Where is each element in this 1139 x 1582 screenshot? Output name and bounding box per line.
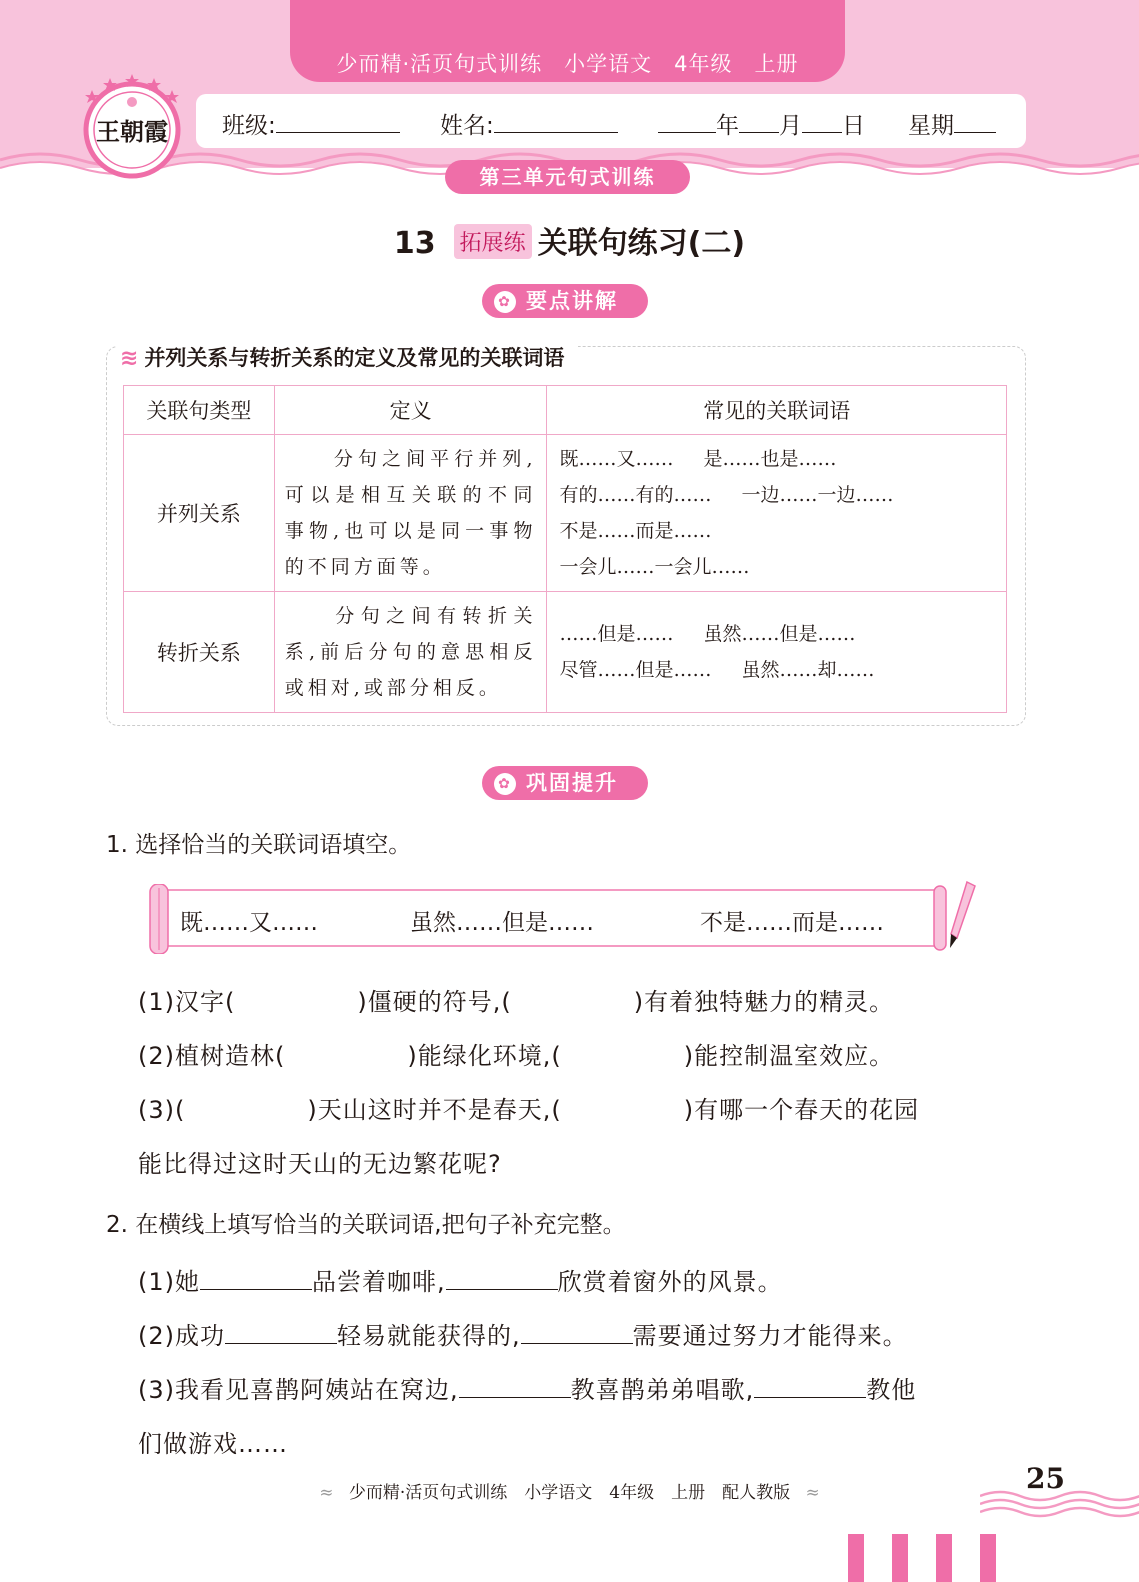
- conjunction-table: [123, 385, 1007, 713]
- q1-item-text: (3)(: [138, 1096, 186, 1124]
- conjunction-word: 一会儿……一会儿……: [559, 556, 750, 578]
- q2-item-text: 教喜鹊弟弟唱歌,: [570, 1376, 755, 1404]
- q2-item-text: 需要通过努力才能得来。: [632, 1322, 908, 1350]
- q1-item-1: [138, 982, 894, 1017]
- name-blank[interactable]: [494, 111, 618, 133]
- month-blank[interactable]: [739, 111, 779, 133]
- medal-icon: ✿: [494, 291, 516, 313]
- answer-blank[interactable]: [225, 1320, 337, 1344]
- conjunction-word: 不是……而是……: [559, 520, 712, 542]
- name-field[interactable]: [440, 107, 618, 140]
- words-cell: [547, 592, 1007, 713]
- class-blank[interactable]: [276, 111, 400, 133]
- words-cell: [547, 435, 1007, 592]
- q1-item-text: (2)植树造林(: [138, 1042, 286, 1070]
- unit-tag: 第三单元句式训练: [445, 160, 690, 194]
- lesson-title-text: 关联句练习(二): [537, 226, 746, 261]
- word-option: 不是……而是……: [700, 910, 884, 936]
- page-number: 25: [1026, 1462, 1065, 1495]
- relation-type-cell: 转折关系: [124, 592, 275, 713]
- conjunction-word: 虽然……却……: [741, 659, 875, 681]
- logo-text: 王朝霞: [96, 117, 168, 146]
- conjunction-word: 一边……一边……: [741, 484, 894, 506]
- key-points-heading-text: 并列关系与转折关系的定义及常见的关联词语: [144, 346, 565, 370]
- q1-item-text: )能绿化环境,(: [407, 1042, 562, 1070]
- conjunction-word: 既……又……: [559, 448, 674, 470]
- brand-logo: [78, 72, 186, 180]
- q2-item-text: (1)她: [138, 1268, 200, 1296]
- medal-icon: ✿: [494, 773, 516, 795]
- series-title: 少而精·活页句式训练 小学语文 4年级 上册: [336, 52, 799, 76]
- month-label: 月: [779, 113, 802, 139]
- q1-item-text: )僵硬的符号,(: [357, 988, 512, 1016]
- pen-icon: [945, 880, 977, 950]
- year-blank[interactable]: [658, 111, 716, 133]
- name-label: 姓名:: [440, 113, 494, 139]
- question-1-title: 1. 选择恰当的关联词语填空。: [106, 832, 412, 858]
- lesson-tag: 拓展练: [454, 224, 532, 259]
- answer-blank[interactable]: [521, 1320, 633, 1344]
- q2-item-1: [138, 1262, 783, 1297]
- relation-type-cell: 并列关系: [124, 435, 275, 592]
- key-points-heading: [116, 342, 578, 372]
- date-field[interactable]: [658, 107, 865, 140]
- section-pill-practice: [482, 766, 648, 800]
- class-label: 班级:: [222, 113, 276, 139]
- q1-item-3-continued: 能比得过这时天山的无边繁花呢?: [138, 1150, 502, 1178]
- conjunction-word: 是……也是……: [703, 448, 837, 470]
- answer-blank[interactable]: [446, 1266, 558, 1290]
- day-blank[interactable]: [802, 111, 842, 133]
- q2-item-text: (3)我看见喜鹊阿姨站在窝边,: [138, 1376, 459, 1404]
- wave-icon: ≋: [120, 346, 139, 371]
- week-label: 星期: [908, 113, 954, 139]
- q1-item-text: (1)汉字(: [138, 988, 236, 1016]
- answer-blank[interactable]: [754, 1374, 866, 1398]
- table-header-row: [124, 386, 1007, 435]
- definition-cell: [274, 592, 547, 713]
- conjunction-word: ……但是……: [559, 623, 674, 645]
- definition-text: 分句之间平行并列,可以是相互关联的不同事物,也可以是同一事物的不同方面等。: [284, 448, 537, 578]
- year-label: 年: [716, 113, 739, 139]
- q2-item-text: 品尝着咖啡,: [312, 1268, 446, 1296]
- week-blank[interactable]: [954, 111, 996, 133]
- q2-item-3-continued: 们做游戏……: [138, 1430, 288, 1458]
- q2-item-text: 教他: [866, 1376, 917, 1404]
- section-pill-key-points-label: 要点讲解: [526, 289, 618, 313]
- answer-blank[interactable]: [200, 1266, 312, 1290]
- footer-wave-decoration: [980, 1488, 1139, 1518]
- q1-item-text: )有着独特魅力的精灵。: [633, 988, 895, 1016]
- wave-icon: ≈: [805, 1483, 820, 1503]
- word-option: 虽然……但是……: [410, 910, 594, 936]
- q1-item-text: )有哪一个春天的花园: [683, 1096, 920, 1124]
- definition-cell: [274, 435, 547, 592]
- q1-item-text: )能控制温室效应。: [683, 1042, 895, 1070]
- q1-item-2: [138, 1036, 894, 1071]
- q2-item-text: (2)成功: [138, 1322, 225, 1350]
- footer-text: [0, 1478, 1139, 1503]
- definition-text: 分句之间有转折关系,前后分句的意思相反或相对,或部分相反。: [284, 605, 537, 699]
- q1-item-3: [138, 1090, 919, 1125]
- lesson-number: 13: [393, 226, 436, 261]
- question-2-title: 2. 在横线上填写恰当的关联词语,把句子补充完整。: [106, 1212, 626, 1238]
- q2-item-text: 欣赏着窗外的风景。: [557, 1268, 783, 1296]
- section-pill-practice-label: 巩固提升: [526, 771, 618, 795]
- q2-item-2: [138, 1316, 908, 1351]
- q2-item-text: 轻易就能获得的,: [337, 1322, 521, 1350]
- table-row: [124, 435, 1007, 592]
- q2-item-3: [138, 1370, 916, 1405]
- table-header-cell: 常见的关联词语: [547, 386, 1007, 435]
- table-row: [124, 592, 1007, 713]
- answer-blank[interactable]: [459, 1374, 571, 1398]
- week-field[interactable]: [908, 107, 996, 140]
- table-header-cell: 定义: [274, 386, 547, 435]
- conjunction-word: 有的……有的……: [559, 484, 712, 506]
- footer-bars-decoration: [848, 1534, 1139, 1582]
- table-header-cell: 关联句类型: [124, 386, 275, 435]
- word-option: 既……又……: [180, 910, 318, 936]
- section-pill-key-points: [482, 284, 648, 318]
- lesson-title: [0, 218, 1139, 262]
- conjunction-word: 虽然……但是……: [703, 623, 856, 645]
- day-label: 日: [842, 113, 865, 139]
- class-field[interactable]: [222, 107, 400, 140]
- wave-icon: ≈: [319, 1483, 334, 1503]
- footer-series: 少而精·活页句式训练 小学语文 4年级 上册 配人教版: [348, 1483, 791, 1503]
- conjunction-word: 尽管……但是……: [559, 659, 712, 681]
- q1-item-text: )天山这时并不是春天,(: [307, 1096, 562, 1124]
